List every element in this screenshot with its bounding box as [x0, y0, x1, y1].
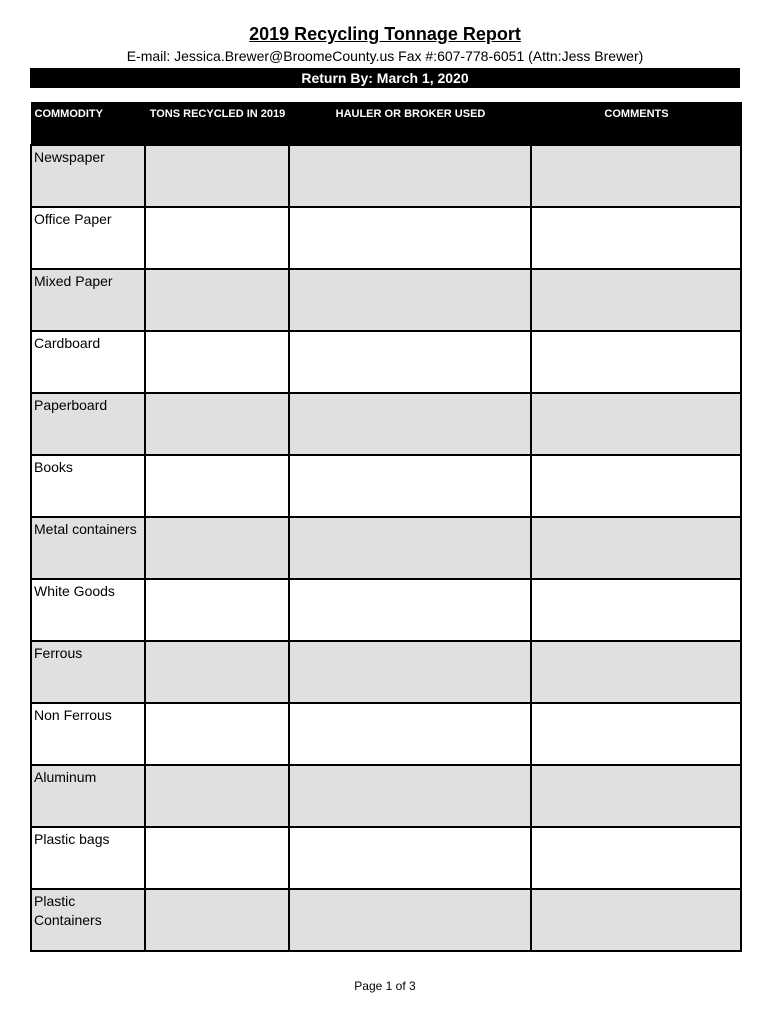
comments-input-cell[interactable] [531, 145, 741, 207]
tons-input-cell[interactable] [145, 207, 289, 269]
commodity-cell: Metal containers [31, 517, 145, 579]
column-header-tons: TONS RECYCLED IN 2019 [145, 103, 289, 146]
hauler-input-cell[interactable] [289, 641, 531, 703]
hauler-input-cell[interactable] [289, 269, 531, 331]
comments-input-cell[interactable] [531, 331, 741, 393]
tons-input-cell[interactable] [145, 889, 289, 951]
hauler-input-cell[interactable] [289, 579, 531, 641]
comments-input-cell[interactable] [531, 641, 741, 703]
comments-input-cell[interactable] [531, 207, 741, 269]
hauler-input-cell[interactable] [289, 517, 531, 579]
hauler-input-cell[interactable] [289, 765, 531, 827]
comments-input-cell[interactable] [531, 889, 741, 951]
comments-input-cell[interactable] [531, 455, 741, 517]
table-row [31, 765, 741, 827]
column-header-commodity: COMMODITY [31, 103, 145, 146]
tons-input-cell[interactable] [145, 455, 289, 517]
commodity-cell: Paperboard [31, 393, 145, 455]
commodity-cell: Non Ferrous [31, 703, 145, 765]
table-row [31, 827, 741, 889]
return-by-banner: Return By: March 1, 2020 [30, 68, 740, 88]
tons-input-cell[interactable] [145, 393, 289, 455]
commodity-cell: Newspaper [31, 145, 145, 207]
tonnage-table [30, 102, 742, 952]
table-row [31, 579, 741, 641]
commodity-cell: White Goods [31, 579, 145, 641]
comments-input-cell[interactable] [531, 765, 741, 827]
tons-input-cell[interactable] [145, 579, 289, 641]
hauler-input-cell[interactable] [289, 455, 531, 517]
hauler-input-cell[interactable] [289, 207, 531, 269]
commodity-cell: Ferrous [31, 641, 145, 703]
commodity-cell: Plastic Containers [31, 889, 145, 951]
tons-input-cell[interactable] [145, 269, 289, 331]
tons-input-cell[interactable] [145, 331, 289, 393]
comments-input-cell[interactable] [531, 393, 741, 455]
page-number: Page 1 of 3 [354, 979, 416, 993]
report-title: 2019 Recycling Tonnage Report [249, 24, 521, 44]
table-row [31, 889, 741, 951]
tons-input-cell[interactable] [145, 145, 289, 207]
hauler-input-cell[interactable] [289, 393, 531, 455]
hauler-input-cell[interactable] [289, 703, 531, 765]
comments-input-cell[interactable] [531, 703, 741, 765]
hauler-input-cell[interactable] [289, 889, 531, 951]
column-header-comments: COMMENTS [531, 103, 741, 146]
table-row [31, 207, 741, 269]
tons-input-cell[interactable] [145, 517, 289, 579]
comments-input-cell[interactable] [531, 269, 741, 331]
hauler-input-cell[interactable] [289, 331, 531, 393]
table-row [31, 641, 741, 703]
commodity-cell: Mixed Paper [31, 269, 145, 331]
comments-input-cell[interactable] [531, 827, 741, 889]
table-row [31, 331, 741, 393]
table-row [31, 455, 741, 517]
column-header-hauler: HAULER OR BROKER USED [289, 103, 531, 146]
commodity-cell: Aluminum [31, 765, 145, 827]
hauler-input-cell[interactable] [289, 827, 531, 889]
commodity-cell: Books [31, 455, 145, 517]
tons-input-cell[interactable] [145, 765, 289, 827]
hauler-input-cell[interactable] [289, 145, 531, 207]
table-row [31, 703, 741, 765]
table-row [31, 145, 741, 207]
tons-input-cell[interactable] [145, 827, 289, 889]
comments-input-cell[interactable] [531, 579, 741, 641]
tons-input-cell[interactable] [145, 641, 289, 703]
commodity-cell: Cardboard [31, 331, 145, 393]
tons-input-cell[interactable] [145, 703, 289, 765]
comments-input-cell[interactable] [531, 517, 741, 579]
table-row [31, 517, 741, 579]
table-header-row [31, 103, 741, 146]
commodity-cell: Office Paper [31, 207, 145, 269]
table-row [31, 393, 741, 455]
commodity-cell: Plastic bags [31, 827, 145, 889]
table-row [31, 269, 741, 331]
contact-line: E-mail: Jessica.Brewer@BroomeCounty.us Fax #:607-778-6051 (Attn:Jess Brewer) [126, 48, 644, 64]
